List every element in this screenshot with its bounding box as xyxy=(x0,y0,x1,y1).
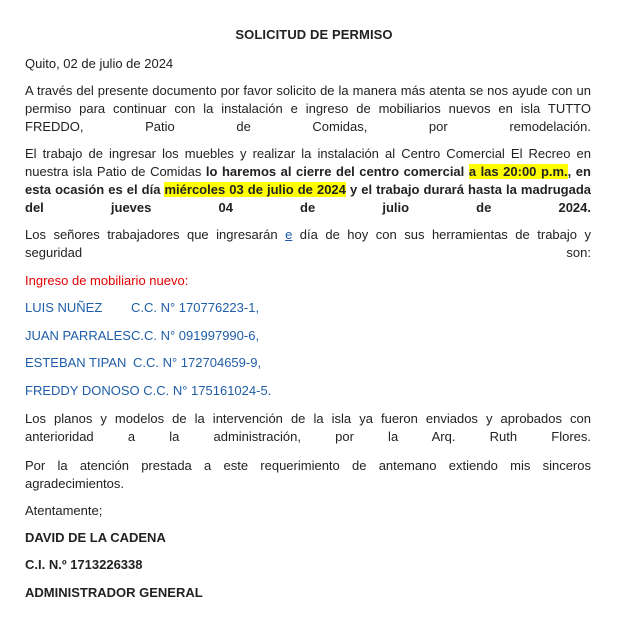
workers-intro-text-1: Los señores trabajadores que ingresarán xyxy=(25,227,286,242)
schedule-text-3: , en esta ocasión es el día xyxy=(25,164,591,197)
closing: Atentamente; xyxy=(25,503,103,518)
schedule-time-highlight: a las 20:00 p.m. xyxy=(468,164,568,179)
paragraph-schedule xyxy=(25,145,591,235)
worker-name: LUIS NUÑEZ xyxy=(25,300,103,315)
worker-name: FREDDY DONOSO xyxy=(25,383,140,398)
signature-ci: C.I. N.º 1713226338 xyxy=(25,557,143,572)
worker-name: JUAN PARRALES xyxy=(25,328,131,343)
schedule-text-4: y el trabajo durará hasta la madrugada del jueves 04 de julio de 2024. xyxy=(25,182,591,215)
section-heading: Ingreso de mobiliario nuevo: xyxy=(25,273,189,288)
underlined-e: e xyxy=(285,227,293,242)
schedule-text-1: El trabajo de ingresar los muebles y realizar la instalación al Centro Comercial El Recreo en nuestra isla Patio de Comidas xyxy=(25,146,591,179)
worker-id: C.C. N° 091997990-6, xyxy=(131,328,260,343)
workers-intro-text-2: día de hoy con sus herramientas de trabajo y seguridad son: xyxy=(25,227,591,260)
worker-row xyxy=(25,327,591,345)
document-title: SOLICITUD DE PERMISO xyxy=(235,27,393,42)
schedule-date-highlight: miércoles 03 de julio de 2024 xyxy=(164,182,346,197)
worker-id: C.C. N° 170776223-1, xyxy=(131,300,260,315)
place-date: Quito, 02 de julio de 2024 xyxy=(25,56,174,71)
paragraph-plans: Los planos y modelos de la intervención de la isla ya fueron enviados y aprobados con anterioridad a la administración, por la Arq. Ruth Flores. xyxy=(25,411,591,444)
worker-row xyxy=(25,299,591,317)
paragraph-request: A través del presente documento por favor solicito de la manera más atenta se nos ayude con un permiso para continuar con la instalación e ingreso de mobiliarios nuevos en isla TUTTO FREDDO, Patio de Comidas, por remodelación. xyxy=(25,83,591,134)
paragraph-thanks: Por la atención prestada a este requerimiento de antemano extiendo mis sinceros agradecimientos. xyxy=(25,458,591,491)
worker-name: ESTEBAN TIPAN xyxy=(25,355,127,370)
schedule-text-2: lo haremos al cierre del centro comercial xyxy=(205,164,469,179)
signature-role: ADMINISTRADOR GENERAL xyxy=(25,585,203,600)
worker-id: C.C. N° 175161024-5. xyxy=(143,383,272,398)
signature-name: DAVID DE LA CADENA xyxy=(25,530,166,545)
worker-row xyxy=(25,382,591,400)
worker-row xyxy=(25,354,591,372)
worker-id: C.C. N° 172704659-9, xyxy=(133,355,262,370)
